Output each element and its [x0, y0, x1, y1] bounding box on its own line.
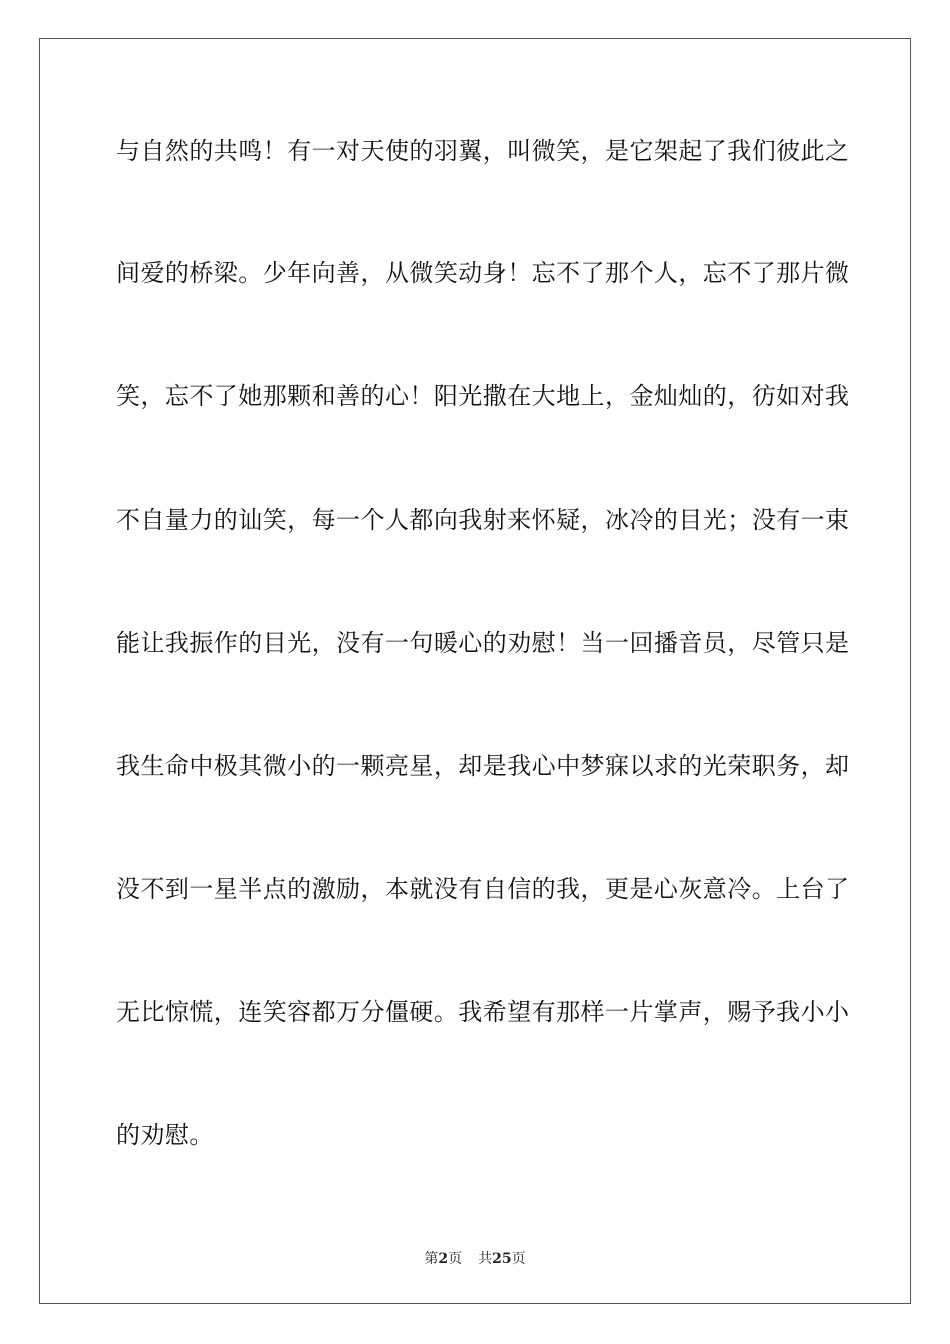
total-suffix: 页: [511, 1251, 526, 1267]
current-page-number: 2: [438, 1251, 449, 1267]
text-line: 能让我振作的目光，没有一句暖心的劝慰！当一回播音员，尽管只是: [116, 629, 850, 657]
total-prefix: 共: [478, 1251, 493, 1267]
total-page-count: 25: [492, 1251, 512, 1267]
page-border: [39, 38, 911, 1304]
text-line: 笑，忘不了她那颗和善的心！阳光撒在大地上，金灿灿的，彷如对我: [116, 382, 850, 410]
text-line: 的劝慰。: [116, 1121, 214, 1149]
page-footer: [0, 1248, 950, 1268]
text-line: 无比惊慌，连笑容都万分僵硬。我希望有那样一片掌声，赐予我小小: [116, 998, 850, 1026]
text-line: 与自然的共鸣！有一对天使的羽翼，叫微笑，是它架起了我们彼此之: [116, 137, 850, 165]
page-suffix: 页: [448, 1251, 463, 1267]
text-line: 间爱的桥梁。少年向善，从微笑动身！忘不了那个人，忘不了那片微: [116, 259, 850, 287]
text-line: 没不到一星半点的激励，本就没有自信的我，更是心灰意冷。上台了: [116, 875, 850, 903]
page-prefix: 第: [424, 1251, 439, 1267]
text-line: 我生命中极其微小的一颗亮星，却是我心中梦寐以求的光荣职务，却: [116, 752, 850, 780]
text-line: 不自量力的讪笑，每一个人都向我射来怀疑，冰冷的目光；没有一束: [116, 506, 850, 534]
